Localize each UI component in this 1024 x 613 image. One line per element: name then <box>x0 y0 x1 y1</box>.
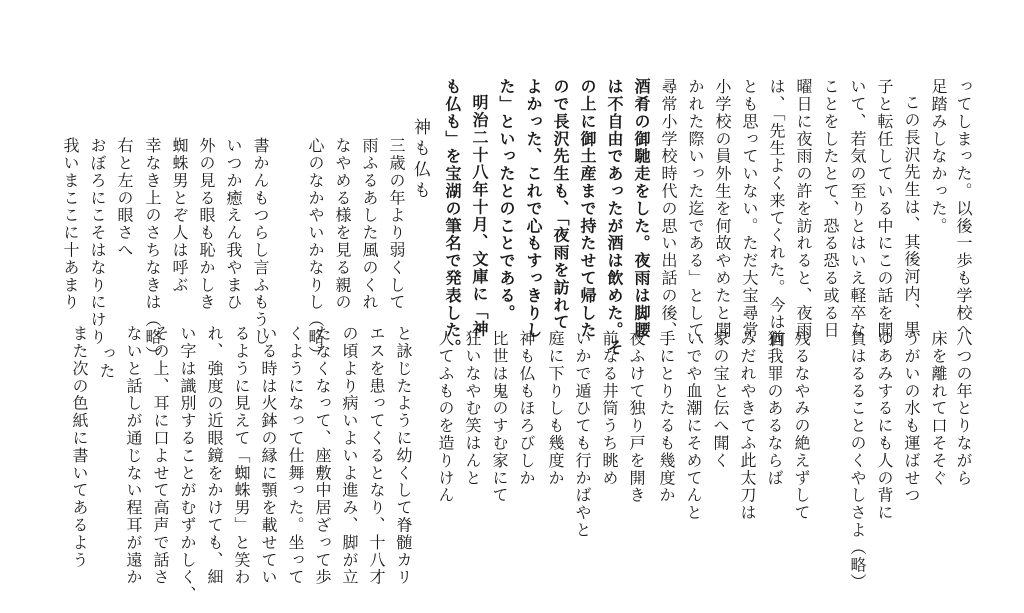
lower-poem-line: いでや血潮にそめてんと <box>684 330 703 522</box>
poem-title: 神も仏も <box>410 118 430 202</box>
lower-poem-line: 庭に下りしも幾度か <box>546 330 565 487</box>
lower-poem-line: 夜ふけて独り戸を開き <box>627 330 646 504</box>
upper-prose-line: よかった、これで心もすっきりし <box>524 78 543 339</box>
lower-prose-line: と詠じたように幼くして脊髄カリ <box>394 325 413 586</box>
lower-prose-line: れ、強度の近眼鏡をかけても、細 <box>205 325 224 586</box>
lower-prose-line: ないと話しが通じない程耳が遠か <box>124 325 143 586</box>
left-poem-line: 幸なき上のさちなきは（略） <box>143 137 162 364</box>
lower-poem-line: 狂いなやむ笑はんと <box>463 330 482 487</box>
left-poem-line: 心のなかやいかなりし（略） <box>306 137 325 364</box>
upper-prose-line: た」といったとのことである。 <box>497 78 516 322</box>
upper-prose-line: 足踏みしなかった。 <box>929 78 948 235</box>
upper-prose-line: ので長沢先生も、「夜雨を訪れて <box>551 78 570 331</box>
upper-prose-line: 酒肴の御馳走をした。夜雨は脚腰 <box>632 78 651 339</box>
lower-poem-line: うがいの水も運ばせつ <box>902 330 921 504</box>
lower-prose-line: るように見えて「蜘蛛男」と笑わ <box>232 325 251 586</box>
upper-prose-line: とも思っていない。ただ大宝尋常 <box>740 78 759 339</box>
lower-poem-line: いかで遁ひても行かばやと <box>573 330 592 539</box>
lower-prose-line: い字は識別することがむずかしく、 <box>178 325 197 604</box>
upper-prose-line: も仏も」を宝湖の筆名で発表した。 <box>443 78 462 357</box>
upper-prose-line: 小学校の員外生を何故やめたと聞 <box>713 78 732 339</box>
upper-prose-line: この長沢先生は、其後河内、黒 <box>902 94 921 338</box>
upper-prose-line: 子と転任している中にこの話を聞 <box>875 78 894 339</box>
lower-prose-line: いる時は火鉢の縁に顎を載せてい <box>259 325 278 586</box>
upper-prose-line: は不自由であったが酒は飲めた。そ <box>605 78 624 357</box>
lower-poem-line: ゆあみするにも人の背に <box>875 330 894 522</box>
left-poem-line: 外の見る眼も恥かしき <box>197 137 216 311</box>
lower-poem-line: 家の宝と伝へ聞く <box>711 330 730 470</box>
left-poem-line: 書かんもつらし言ふもうし <box>251 137 270 346</box>
lower-poem-line: 残るなやみの絶えずして <box>792 330 811 522</box>
lower-poem-line: 負はるることのくやしさよ（略） <box>848 330 867 591</box>
left-poem-line: いつか癒えん我やまひ <box>224 137 243 311</box>
upper-prose-line: 明治二十八年十月、文庫に「神 <box>470 94 489 338</box>
lower-prose-line: った <box>97 345 116 380</box>
lower-poem-line: みだれやきてふ此太刀は <box>738 330 757 522</box>
upper-prose-line: ってしまった。以後一歩も学校へ <box>954 78 973 339</box>
left-poem-line: 右と左の眼さへ <box>115 137 134 259</box>
lower-prose-line: また次の色紙に書いてあるよう <box>70 325 89 569</box>
lower-poem-line: 猶我罪のあるならば <box>765 330 784 487</box>
upper-prose-line: ことをしたとて、恐る恐る或る日 <box>821 78 840 339</box>
lower-poem-line: 八つの年とりながら <box>954 330 973 487</box>
lower-prose-line: たなくなって、座敷中居ざって歩 <box>313 325 332 586</box>
lower-prose-line: の頃より病いよいよ進み、脚が立 <box>340 325 359 586</box>
left-poem-line: 三歳の年より弱くして <box>387 137 406 311</box>
lower-poem-line: 前なる井筒うち眺め <box>600 330 619 487</box>
upper-prose-line: は、「先生よく来てくれた。今は何 <box>767 78 786 349</box>
left-poem-line: 雨ふるあした風のくれ <box>360 137 379 311</box>
left-poem-line: 我いまここに十あまり <box>61 137 80 311</box>
upper-prose-line: の上に御土産まで持たせて帰した <box>578 78 597 339</box>
left-poem-line: 蜘蛛男とぞ人は呼ぶ <box>170 137 189 294</box>
lower-prose-line: エスを患ってくるとなり、十八才 <box>367 325 386 586</box>
upper-prose-line: 曜日に夜雨の許を訪れると、夜雨 <box>794 78 813 339</box>
lower-prose-line: くようになって仕舞った。坐って <box>286 325 305 586</box>
upper-prose-line: いて、若気の至りとはいえ軽卒な <box>848 78 867 339</box>
lower-poem-line: 手にとりたるも幾度か <box>657 330 676 504</box>
upper-prose-line: かれた際いった迄である」として、 <box>686 78 705 357</box>
lower-poem-line: 床を離れて口そそぐ <box>929 330 948 487</box>
left-poem-line: なやめる様を見る親の <box>333 137 352 311</box>
lower-poem-line: 人てふものを造りけん <box>436 330 455 504</box>
lower-poem-line: 比世は鬼のすむ家にて <box>490 330 509 504</box>
upper-prose-line: 尋常小学校時代の思い出話の後、 <box>659 78 678 339</box>
lower-prose-line: その上、耳に口よせて高声で話さ <box>151 325 170 586</box>
lower-poem-line: 神も仏もほろびしか <box>517 330 536 487</box>
left-poem-line: おぼろにこそはなりにけり <box>88 137 107 346</box>
